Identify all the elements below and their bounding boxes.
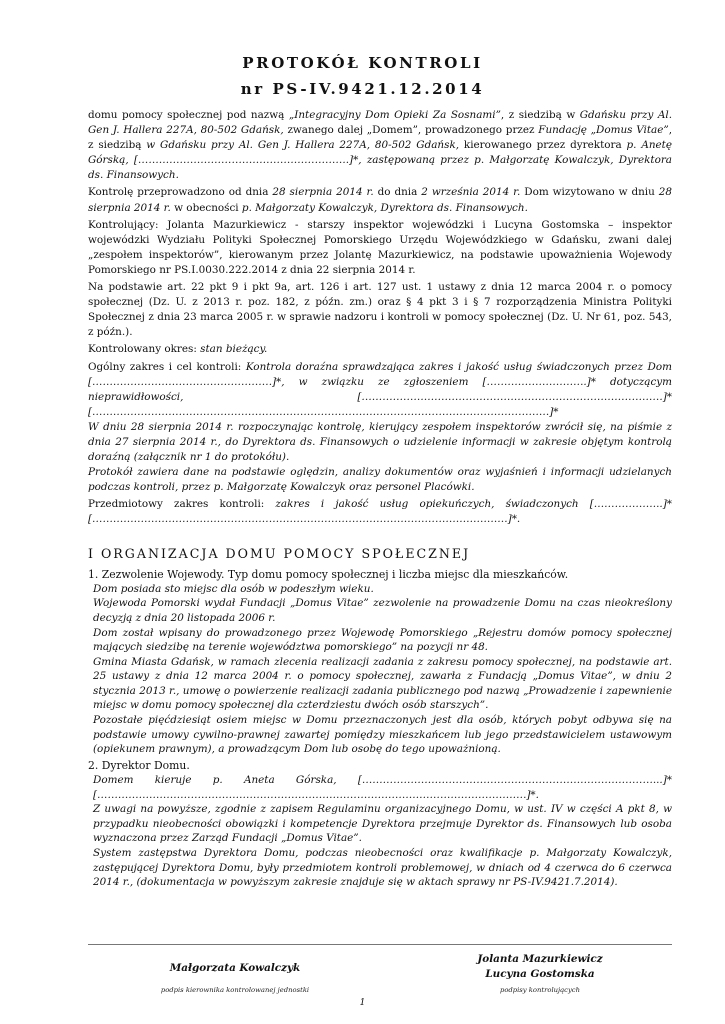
- document-body: [88, 108, 672, 890]
- inspectors-paragraph: Kontrolujący: Jolanta Mazurkiewicz - starszy inspektor wojewódzki i Lucyna Gostomska – inspektor wojewódzki Wydziału Polityki Społecznej Pomorskiego Urzędu Wojewódzkiego w Gdańsku, zwani dalej „zespołem inspektorów”, kierowanym przez Jolantę Mazurkiewicz, na podstawie upoważnienia Wojewody Pomorskiego nr PS.I.0030.222.2014 z dnia 22 sierpnia 2014 r.: [88, 218, 672, 276]
- section-heading: I ORGANIZACJA DOMU POMOCY SPOŁECZNEJ: [88, 545, 471, 561]
- signature-right-name-1: Jolanta Mazurkiewicz: [477, 953, 603, 965]
- intro-paragraph-1: domu pomocy społecznej pod nazwą „Integracyjny Dom Opieki Za Sosnami”, z siedzibą w Gdańsku przy Al. Gen J. Hallera 227A, 80-502 Gdańsk, zwanego dalej „Domem”, prowadzonego przez Fundację „Domus Vitae”, z siedzibą w Gdańsku przy Al. Gen J. Hallera 227A, 80-502 Gdańsk, kierowanego przez dyrektora p. Anetę Górską, […………………………………………………….]*, zastępowaną przez p. Małgorzatę Kowalczyk, Dyrektora ds. Finansowych.: [88, 109, 673, 182]
- document-title: PROTOKÓŁ KONTROLI: [242, 54, 483, 72]
- item-1-line: Gmina Miasta Gdańsk, w ramach zlecenia realizacji zadania z zakresu pomocy społecznej, na podstawie art. 25 ustawy z dnia 12 marca 2004 r. o pomocy społecznej, zawarła z Fundacją „Domus Vitae”, w dniu 2 stycznia 2013 r., umowę o powierzenie realizacji zadania publicznego pod nazwą „Prowadzenie i zapewnienie miejsc w domu pomocy społecznej dla czterdziestu dwóch osób starszych”.: [93, 655, 672, 712]
- item-1-line: Dom posiada sto miejsc dla osób w podeszłym wieku.: [93, 582, 374, 595]
- protocol-sources-paragraph: Protokół zawiera dane na podstawie oględzin, analizy dokumentów oraz wyjaśnień i informacji udzielanych podczas kontroli, przez p. Małgorzatę Kowalczyk oraz personel Placówki.: [88, 466, 672, 494]
- protocol-number: nr PS-IV.9421.12.2014: [240, 80, 485, 98]
- signature-right-caption: podpisy kontrolujących: [499, 986, 580, 994]
- item-1-line: Wojewoda Pomorski wydał Fundacji „Domus Vitae” zezwolenie na prowadzenie Domu na czas nieokreślony decyzją z dnia 20 listopada 2006 r.: [93, 597, 672, 624]
- subject-scope-paragraph: Przedmiotowy zakres kontroli: zakres i jakość usług opiekuńczych, świadczonych [………………..]* […………………………………………………………………………………………………………]*.: [88, 498, 672, 526]
- footer-divider: [88, 944, 672, 945]
- legal-basis-paragraph: Na podstawie art. 22 pkt 9 i pkt 9a, art. 126 i art. 127 ust. 1 ustawy z dnia 12 marca 2004 r. o pomocy społecznej (Dz. U. z 2013 r. poz. 182, z późn. zm.) oraz § 4 pkt 3 i § 7 rozporządzenia Ministra Polityki Społecznej z dnia 23 marca 2005 r. w sprawie nadzoru i kontroli w pomocy społecznej (Dz. U. Nr 61, poz. 543, z późn.).: [88, 281, 672, 339]
- item-2-line: Z uwagi na powyższe, zgodnie z zapisem Regulaminu organizacyjnego Domu, w ust. IV w części A pkt 8, w przypadku nieobecności obowiązki i kompetencje Dyrektora przejmuje Dyrektor ds. Finansowych lub osoba wyznaczona przez Zarząd Fundacji „Domus Vitae”.: [93, 803, 672, 845]
- item-1-line: Dom został wpisany do prowadzonego przez Wojewodę Pomorskiego „Rejestru domów pomocy społecznej mających siedzibę na terenie województwa pomorskiego” na pozycji nr 48.: [93, 626, 672, 654]
- item-2-heading: 2. Dyrektor Domu.: [88, 758, 190, 772]
- controlled-period: Kontrolowany okres: stan bieżący.: [88, 343, 268, 356]
- item-2-line: System zastępstwa Dyrektora Domu, podczas nieobecności oraz kwalifikacje p. Małgorzaty Kowalczyk, zastępującej Dyrektora Domu, były przedmiotem kontroli problemowej, w dniach od 4 czerwca do 6 czerwca 2014 r., (dokumentacja w powyższym zakresie znajduje się w aktach sprawy nr PS-IV.9421.7.2014).: [93, 846, 672, 889]
- item-1-heading: 1. Zezwolenie Wojewody. Typ domu pomocy społecznej i liczba miejsc dla mieszkańców.: [88, 567, 569, 581]
- signature-left-name: Małgorzata Kowalczyk: [169, 962, 301, 974]
- control-scope-paragraph: Ogólny zakres i cel kontroli: Kontrola doraźna sprawdzająca zakres i jakość usług świadczonych przez Dom […………………………………………….]*, w związku ze zgłoszeniem [………………………..]* dotyczącym nieprawidłowości, [……………………………………………………………………………]* [……………………………………………………………………………………………………………………]*: [88, 360, 672, 418]
- intro-paragraph-2: Kontrolę przeprowadzono od dnia 28 sierpnia 2014 r. do dnia 2 września 2014 r. Dom wizytowano w dniu 28 sierpnia 2014 r. w obecności p. Małgorzaty Kowalczyk, Dyrektora ds. Finansowych.: [88, 186, 672, 214]
- signature-right-name-2: Lucyna Gostomska: [485, 968, 595, 980]
- item-1-line: Pozostałe pięćdziesiąt osiem miejsc w Domu przeznaczonych jest dla osób, których pobyt odbywa się na podstawie umowy cywilno-prawnej zawartej pomiędzy mieszkańcem lub jego przedstawicielem ustawowym (opiekunem prawnym), a prowadzącym Dom lub osobę do tego upoważnioną.: [93, 714, 672, 756]
- signature-left-caption: podpis kierownika kontrolowanej jednostki: [160, 986, 310, 994]
- control-start-paragraph: W dniu 28 sierpnia 2014 r. rozpoczynając kontrolę, kierujący zespołem inspektorów zwrócił się, na piśmie z dnia 27 sierpnia 2014 r., do Dyrektora ds. Finansowych o udzielenie informacji w zakresie objętym kontrolą doraźną (załącznik nr 1 do protokółu).: [88, 420, 672, 464]
- item-2-line: Domem kieruje p. Aneta Górska, […………………………………………………………………………...]* […………………………………………………………………………………………………………….]*.: [93, 773, 672, 801]
- page-number: 1: [359, 998, 366, 1008]
